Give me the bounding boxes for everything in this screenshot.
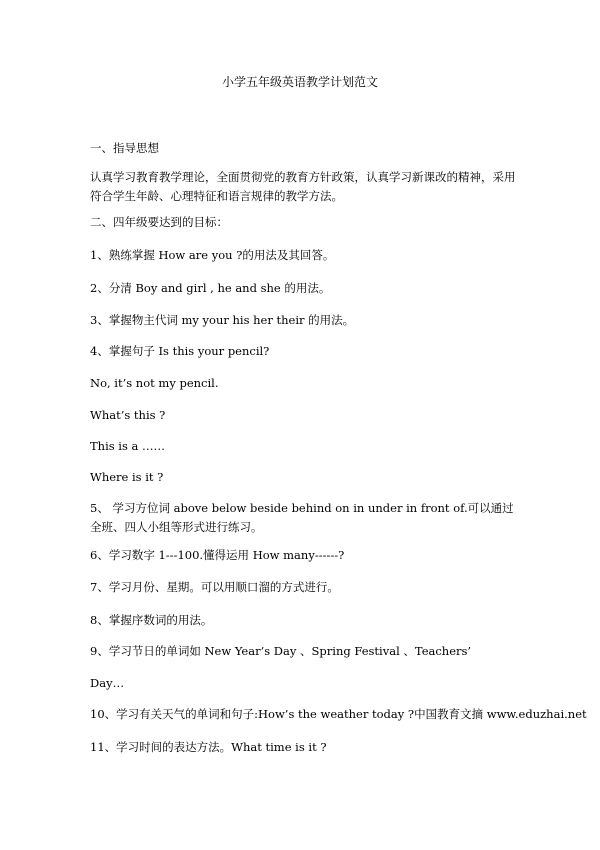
- goal-item-1: 1、熟练掌握 How are you ?的用法及其回答。: [90, 248, 335, 262]
- section-heading-goals: 二、四年级要达到的目标：: [90, 215, 228, 229]
- goal-item-5: 5、 学习方位词 above below beside behind on in under in front of.可以通过全班、四人小组等形式进行练习。: [90, 501, 514, 534]
- goal-item-8: 8、掌握序数词的用法。: [90, 613, 213, 627]
- example-sentence: This is a ……: [90, 439, 166, 453]
- goal-item-9: 9、学习节日的单词如 New Year’s Day 、Spring Festival 、Teachers’: [90, 644, 472, 658]
- goal-item-6: 6、学习数字 1---100.懂得运用 How many------?: [90, 548, 345, 562]
- section-heading-guiding-thought: 一、指导思想: [90, 141, 159, 155]
- goal-item-7: 7、学习月份、星期。可以用顺口溜的方式进行。: [90, 580, 339, 594]
- goal-item-10: 10、学习有关天气的单词和句子:How’s the weather today ?中国教育文摘 www.eduzhai.net: [90, 707, 587, 721]
- example-sentence: No, it’s not my pencil.: [90, 376, 219, 390]
- goal-item-4: 4、掌握句子 Is this your pencil?: [90, 344, 270, 358]
- example-sentence: What’s this ?: [90, 408, 166, 422]
- example-sentence: Where is it ?: [90, 470, 164, 484]
- document-title: 小学五年级英语教学计划范文: [221, 75, 378, 89]
- goal-item-3: 3、掌握物主代词 my your his her their 的用法。: [90, 313, 355, 327]
- goal-item-9-continued: Day…: [90, 676, 125, 690]
- goal-item-2: 2、分清 Boy and girl , he and she 的用法。: [90, 281, 331, 295]
- paragraph-guiding-thought: 认真学习教育教学理论，全面贯彻党的教育方针政策，认真学习新课改的精神，采用符合学生年龄、心理特征和语言规律的教学方法。: [90, 170, 516, 203]
- goal-item-11: 11、学习时间的表达方法。What time is it ?: [90, 740, 327, 754]
